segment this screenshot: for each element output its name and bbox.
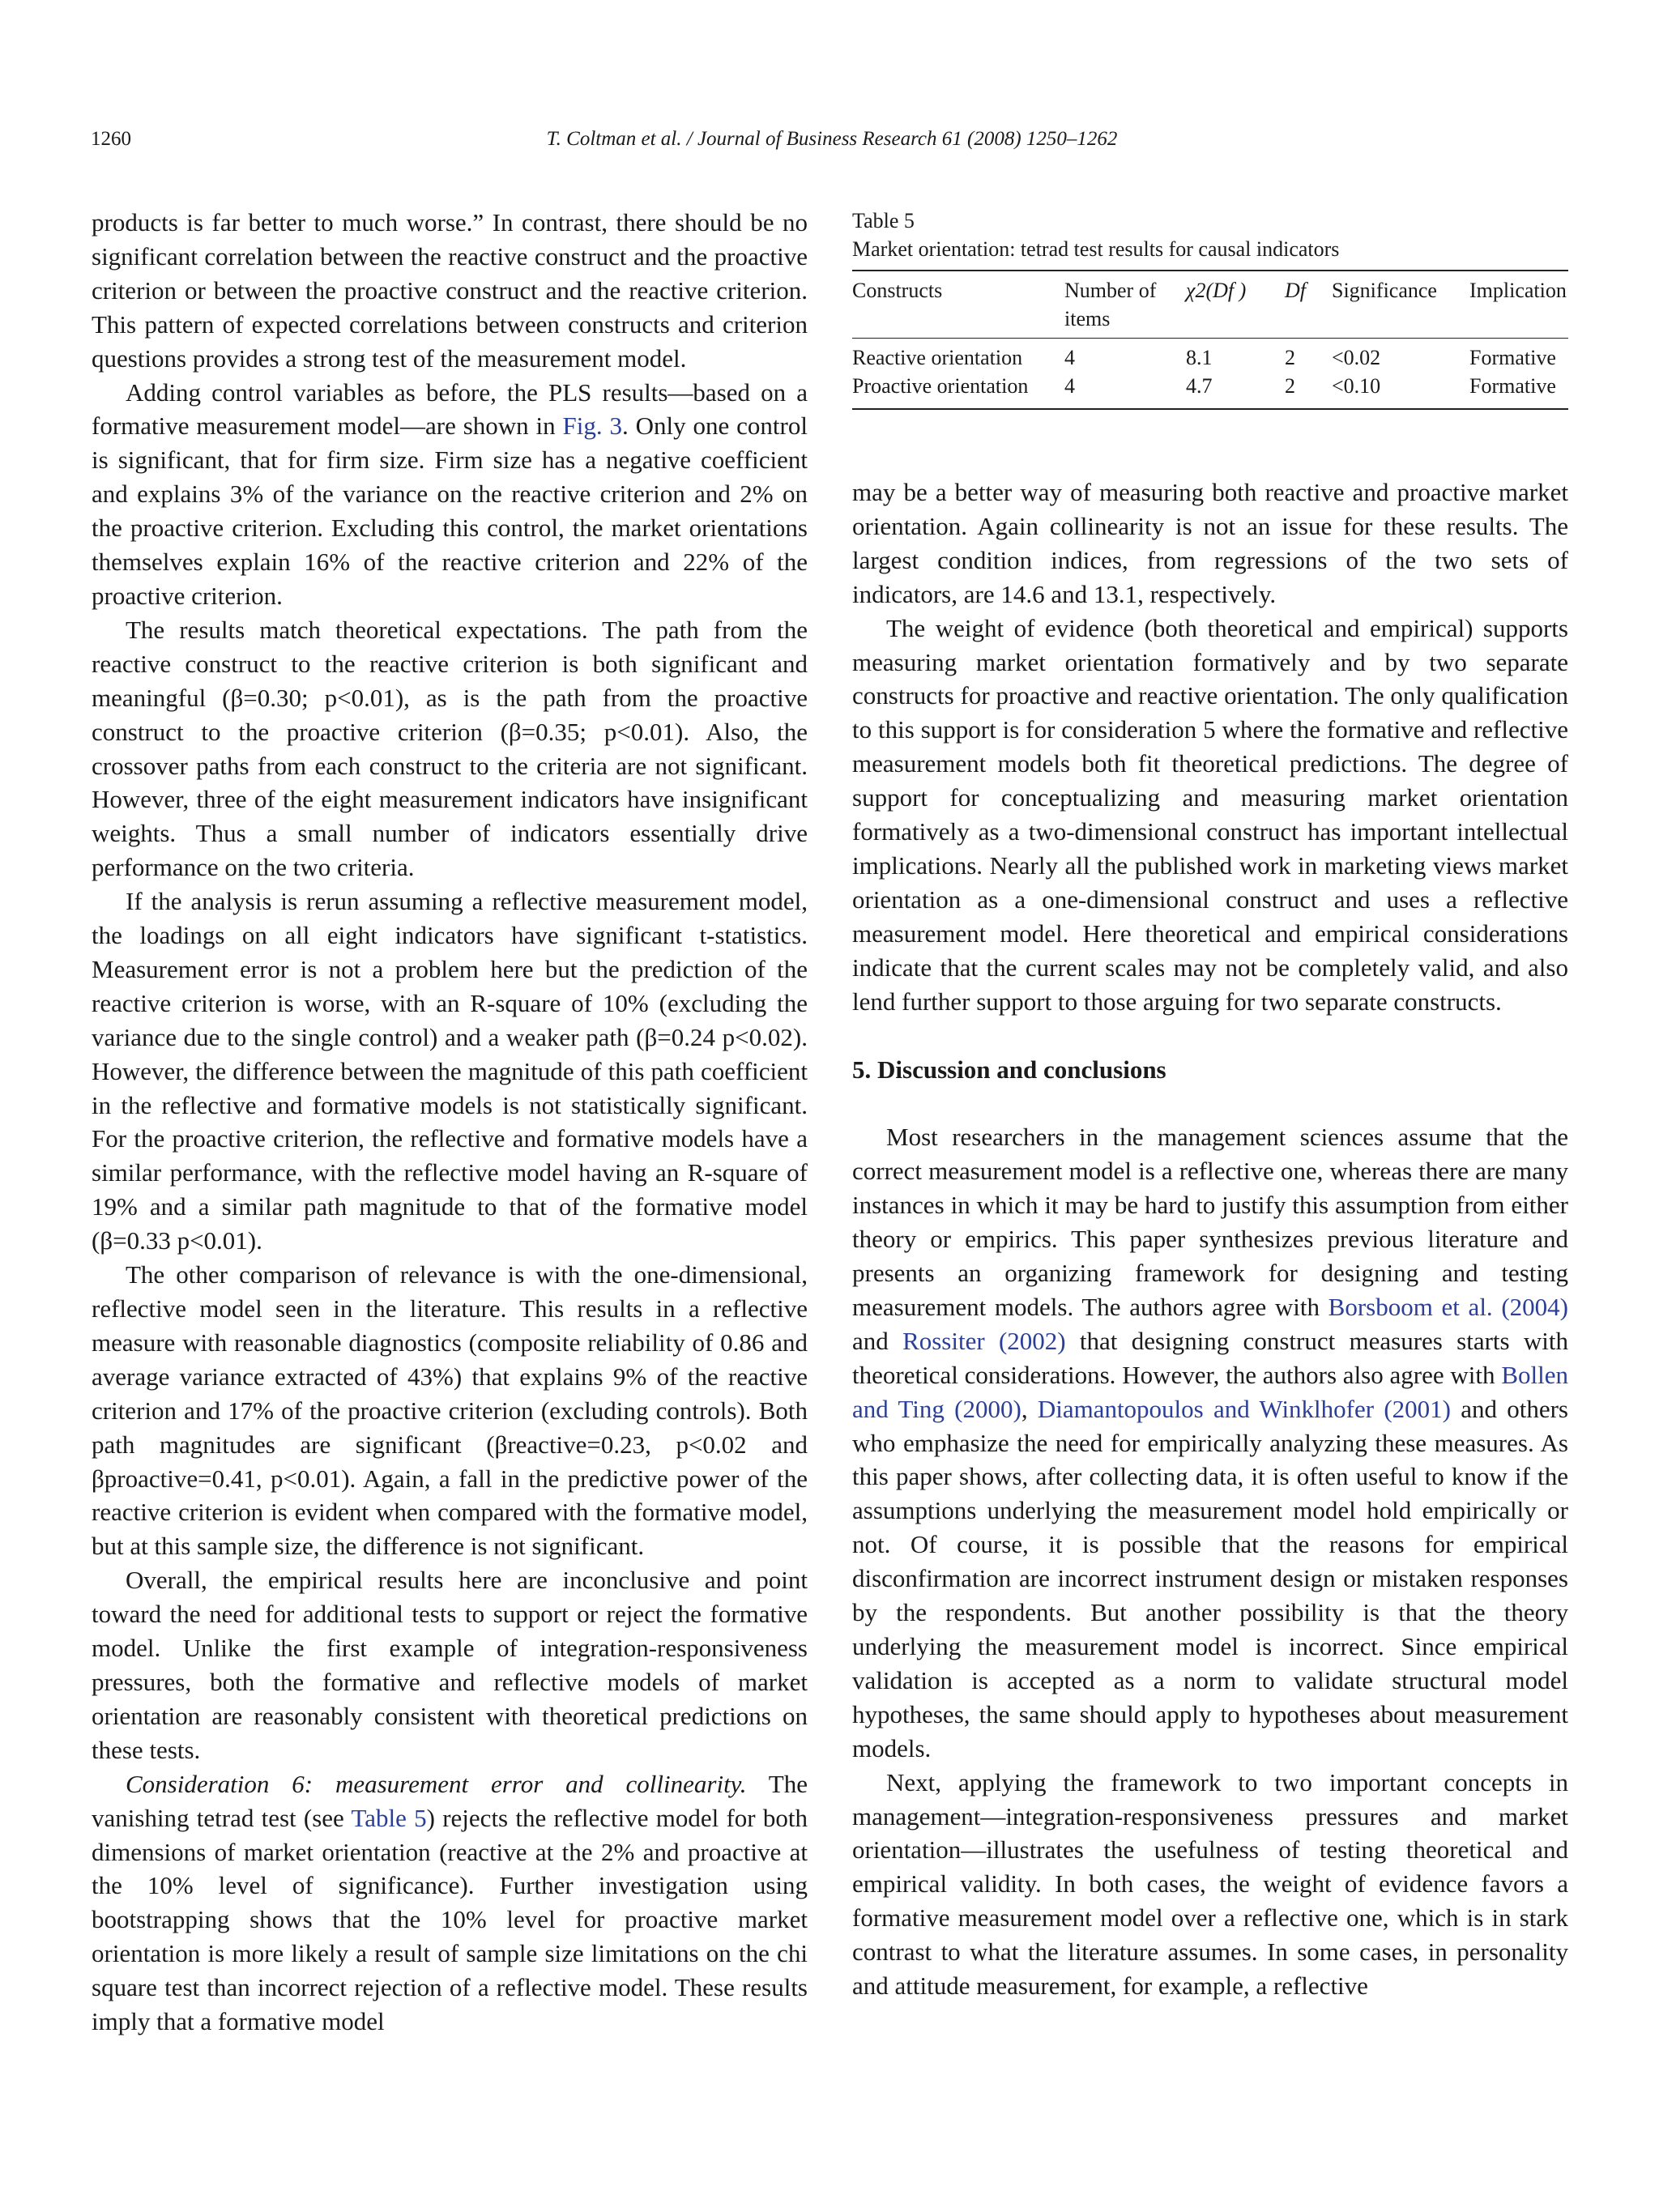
header-cell: Number of items: [1064, 279, 1157, 330]
tetrad-table: [852, 271, 1568, 400]
table-5: [852, 207, 1568, 410]
table-cell: Proactive orientation: [852, 374, 1029, 398]
paragraph: Most researchers in the management sciences assume that the correct measurement model is a reflective one, whereas there are many instances in which it may be hard to justify this assumption from either theory or empirics. This paper synthesizes previous literature and presents an organizing framework for designing and testing measurement models. The authors agree with Borsboom et al. (2004) and Rossiter (2002) that designing construct measures starts with theoretical considerations. However, the authors also agree with Bollen and Ting (2000), Diamantopoulos and Winklhofer (2001) and others who emphasize the need for empirically analyzing these measures. As this paper shows, after collecting data, it is often useful to know if the assumptions underlying the measurement model hold empirically or not. Of course, it is possible that the reasons for empirical disconfirmation are incorrect instrument design or mistaken responses by the respondents. But another possibility is that the theory underlying the measurement model is incorrect. Since empirical validation is accepted as a norm to validate structural model hypotheses, the same should apply to hypotheses about measurement models.: [852, 1123, 1568, 1762]
page-header: [91, 128, 1573, 160]
paragraph: Consideration 6: measurement error and collinearity. The vanishing tetrad test (see Table 5) rejects the reflective model for both dimensions of market orientation (reactive at the 2% and proactive at the 10% level of significance). Further investigation using bootstrapping shows that the 10% level for proactive market orientation is more likely a result of sample size limitations on the chi square test than incorrect rejection of a reflective model. These results imply that a formative model: [92, 1769, 808, 2036]
table-label: Table 5: [852, 209, 915, 232]
paragraph: If the analysis is rerun assuming a reflective measurement model, the loadings on all eight indicators have significant t-statistics. Measurement error is not a problem here but the prediction of the reactive criterion is worse, with an R-square of 10% (excluding the variance due to the single control) and a weaker path (β=0.24 p<0.02). However, the difference between the magnitude of this path coefficient in the reflective and formative models is not statistically significant. For the proactive criterion, the reflective and formative models have a similar performance, with the reflective model having an R-square of 19% and a similar path magnitude to that of the formative model (β=0.33 p<0.01).: [92, 887, 808, 1255]
table-cell: 2: [1285, 346, 1295, 369]
citation-link[interactable]: Borsboom et al. (2004): [1328, 1292, 1568, 1321]
table-header-row: [852, 271, 1568, 333]
running-head: T. Coltman et al. / Journal of Business Research 61 (2008) 1250–1262: [546, 128, 1118, 150]
header-cell: Significance: [1332, 279, 1437, 302]
table-cell: <0.02: [1332, 346, 1381, 369]
paragraph: Overall, the empirical results here are inconclusive and point toward the need for additional tests to support or reject the formative model. Unlike the first example of integration-responsiveness pressures, both the formative and reflective models of market orientation are reasonably consistent with theoretical predictions on these tests.: [92, 1566, 808, 1764]
paragraph: The weight of evidence (both theoretical and empirical) supports measuring market orientation formatively and by two separate constructs for proactive and reactive orientation. The only qualification to this support is for consideration 5 where the formative and reflective measurement models both fit theoretical predictions. The degree of support for conceptualizing and measuring market orientation formatively as a two-dimensional construct has important intellectual implications. Nearly all the published work in marketing views market orientation as a one-dimensional construct and uses a reflective measurement model. Here theoretical and empirical considerations indicate that the current scales may not be completely valid, and also lend further support to those arguing for two separate constructs.: [852, 613, 1568, 1016]
right-column: [852, 475, 1568, 2003]
page-number: 1260: [91, 128, 131, 150]
table-cell: 4: [1064, 346, 1075, 369]
table-cell: 4.7: [1186, 374, 1213, 398]
header-cell: Implication: [1469, 279, 1567, 302]
table-cell: Formative: [1469, 346, 1556, 369]
paragraph: The other comparison of relevance is with the one-dimensional, reflective model seen in the literature. This results in a reflective measure with reasonable diagnostics (composite reliability of 0.86 and average variance extracted of 43%) that explains 9% of the reactive criterion and 17% of the proactive criterion (excluding controls). Both path magnitudes are significant (βreactive=0.23, p<0.02 and βproactive=0.41, p<0.01). Again, a fall in the predictive power of the reactive criterion is evident when compared with the formative model, but at this sample size, the difference is not significant.: [92, 1260, 808, 1561]
left-column: [92, 206, 808, 2039]
section-title: 5. Discussion and conclusions: [852, 1055, 1166, 1084]
table-cell: <0.10: [1332, 374, 1381, 398]
table-cell: 2: [1285, 374, 1295, 398]
paragraph: Adding control variables as before, the PLS results—based on a formative measurement model—are shown in Fig. 3. Only one control is significant, that for firm size. Firm size has a negative coefficient and explains 3% of the variance on the reactive criterion and 2% on the proactive criterion. Excluding this control, the market orientations themselves explain 16% of the reactive criterion and 22% of the proactive criterion.: [92, 377, 808, 610]
table-cell: Formative: [1469, 374, 1556, 398]
header-cell: χ2(Df ): [1186, 279, 1247, 302]
table-cell: 4: [1064, 374, 1075, 398]
table-row: [852, 372, 1568, 400]
paragraph: Next, applying the framework to two important concepts in management—integration-responsiveness pressures and market orientation—illustrates the usefulness of testing theoretical and empirical validity. In both cases, the weight of evidence favors a formative measurement model over a reflective one, which is in stark contrast to what the literature assumes. In some cases, in personality and attitude measurement, for example, a reflective: [852, 1767, 1568, 2001]
fig3-link[interactable]: Fig. 3: [562, 411, 623, 441]
citation-link[interactable]: Diamantopoulos and Winklhofer (2001): [1037, 1394, 1451, 1423]
citation-link[interactable]: Bollen and Ting (2000): [852, 1360, 1568, 1423]
consideration-heading: Consideration 6: measurement error and collinearity.: [126, 1769, 747, 1798]
paragraph: may be a better way of measuring both reactive and proactive market orientation. Again collinearity is not an issue for these results. The largest condition indices, from regressions of the two sets of indicators, are 14.6 and 13.1, respectively.: [852, 478, 1568, 608]
paragraph: products is far better to much worse.” In contrast, there should be no significant correlation between the reactive construct and the proactive criterion or between the proactive construct and the reactive criterion. This pattern of expected correlations between constructs and criterion questions provides a strong test of the measurement model.: [92, 208, 808, 373]
paragraph: The results match theoretical expectations. The path from the reactive construct to the reactive criterion is both significant and meaningful (β=0.30; p<0.01), as is the path from the proactive construct to the proactive criterion (β=0.35; p<0.01). Also, the crossover paths from each construct to the criteria are not significant. However, three of the eight measurement indicators have insignificant weights. Thus a small number of indicators essentially drive performance on the two criteria.: [92, 615, 808, 882]
header-cell: Constructs: [852, 279, 943, 302]
table-cell: Reactive orientation: [852, 346, 1023, 369]
table5-link[interactable]: Table 5: [351, 1803, 427, 1832]
table-row: [852, 339, 1568, 372]
citation-link[interactable]: Rossiter (2002): [902, 1326, 1066, 1355]
header-cell: Df: [1285, 279, 1306, 302]
table-cell: 8.1: [1186, 346, 1213, 369]
table-caption: Market orientation: tetrad test results for causal indicators: [852, 237, 1340, 261]
